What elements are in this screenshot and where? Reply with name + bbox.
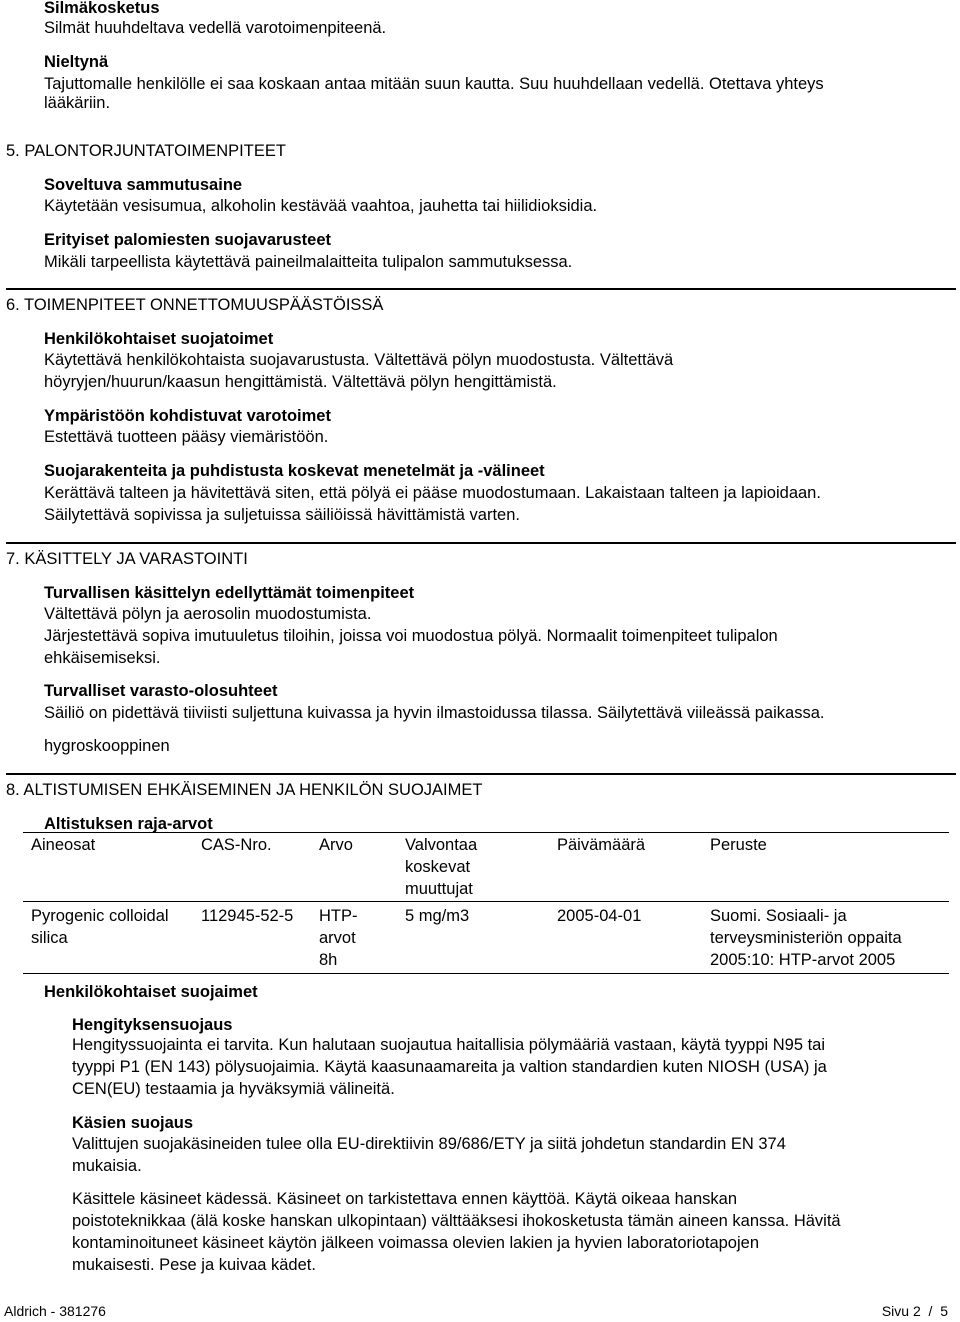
- storage-conditions-heading: Turvalliset varasto-olosuhteet: [44, 682, 278, 700]
- cleanup-methods-line1: Kerättävä talteen ja hävitettävä siten, että pölyä ei pääse muodostumaan. Lakaistaan talteen ja lapioidaan.: [44, 484, 821, 502]
- glove-handling-line3: kontaminoituneet käsineet käytön jälkeen voimassa olevien lakien ja hyvien laboratoriotapojen: [72, 1234, 760, 1252]
- respiratory-protection-line1: Hengityssuojainta ei tarvita. Kun halutaan suojautua haitallisia pölymääriä vastaan, käytä tyyppi N95 tai: [72, 1036, 826, 1054]
- table-cell: HTP-arvot 8h: [311, 902, 397, 974]
- section7-title: 7. KÄSITTELY JA VARASTOINTI: [6, 550, 248, 568]
- eye-contact-text: Silmät huuhdeltava vedellä varotoimenpiteenä.: [44, 19, 387, 37]
- safe-handling-line2: Järjestettävä sopiva imutuuletus tiloihin, joissa voi muodostua pölyä. Normaalit toimenpiteet tulipalon: [44, 627, 778, 645]
- swallowed-heading: Nieltynä: [44, 53, 109, 71]
- extinguishing-media-text: Käytetään vesisumua, alkoholin kestävää vaahtoa, jauhetta tai hiilidioksidia.: [44, 197, 598, 215]
- storage-conditions-line2: hygroskooppinen: [44, 737, 170, 755]
- personal-protective-heading: Henkilökohtaiset suojaimet: [44, 983, 258, 1001]
- extinguishing-media-heading: Soveltuva sammutusaine: [44, 176, 243, 194]
- table-header-row: [23, 833, 949, 902]
- safe-handling-line1: Vältettävä pölyn ja aerosolin muodostumista.: [44, 605, 372, 623]
- table-header-cell: Arvo: [311, 833, 397, 902]
- footer-page-number: Sivu 2 / 5: [881, 1303, 948, 1319]
- section8-rule: [6, 773, 956, 775]
- table-cell: 2005-04-01: [549, 902, 702, 974]
- footer-product-code: Aldrich - 381276: [4, 1303, 106, 1319]
- swallowed-text-line2: lääkäriin.: [44, 94, 111, 112]
- glove-handling-line4: mukaisesti. Pese ja kuivaa kädet.: [72, 1256, 316, 1274]
- safe-handling-line3: ehkäisemiseksi.: [44, 649, 161, 667]
- firefighter-gear-heading: Erityiset palomiesten suojavarusteet: [44, 231, 332, 249]
- glove-handling-line2: poistoteknikkaa (älä koske hanskan ulkopintaan) välttääksesi ihokosketusta tämän aineen kanssa. Hävitä: [72, 1212, 841, 1230]
- cleanup-methods-line2: Säilytettävä sopivissa ja suljetuissa säiliöissä hävittämistä varten.: [44, 506, 520, 524]
- glove-handling-line1: Käsittele käsineet kädessä. Käsineet on tarkistettava ennen käyttöä. Käytä oikeaa hanskan: [72, 1190, 738, 1208]
- respiratory-protection-heading: Hengityksensuojaus: [72, 1016, 233, 1034]
- personal-precautions-line1: Käytettävä henkilökohtaista suojavarustusta. Vältettävä pölyn muodostusta. Vältettävä: [44, 351, 674, 369]
- personal-precautions-line2: höyryjen/huurun/kaasun hengittämistä. Vältettävä pölyn hengittämistä.: [44, 373, 557, 391]
- table-header-cell: Valvontaa koskevat muuttujat: [397, 833, 549, 902]
- table-cell: Suomi. Sosiaali- ja terveysministeriön oppaita 2005:10: HTP-arvot 2005: [702, 902, 949, 974]
- exposure-limits-heading: Altistuksen raja-arvot: [44, 815, 213, 833]
- swallowed-text-line1: Tajuttomalle henkilölle ei saa koskaan antaa mitään suun kautta. Suu huuhdellaan vedellä. Otettava yhteys: [44, 75, 824, 93]
- hand-protection-line2: mukaisia.: [72, 1157, 142, 1175]
- section7-rule: [6, 542, 956, 544]
- table-cell: 112945-52-5: [193, 902, 311, 974]
- table-header-cell: Aineosat: [23, 833, 193, 902]
- personal-precautions-heading: Henkilökohtaiset suojatoimet: [44, 330, 274, 348]
- section5-title: 5. PALONTORJUNTATOIMENPITEET: [6, 142, 286, 160]
- section8-title: 8. ALTISTUMISEN EHKÄISEMINEN JA HENKILÖN SUOJAIMET: [6, 781, 483, 799]
- safe-handling-heading: Turvallisen käsittelyn edellyttämät toimenpiteet: [44, 584, 415, 602]
- table-cell: Pyrogenic colloidal silica: [23, 902, 193, 974]
- environmental-precautions-heading: Ympäristöön kohdistuvat varotoimet: [44, 407, 331, 425]
- firefighter-gear-text: Mikäli tarpeellista käytettävä paineilmalaitteita tulipalon sammutuksessa.: [44, 253, 573, 271]
- respiratory-protection-line2: tyyppi P1 (EN 143) pölysuojaimia. Käytä kaasunaamareita ja valtion standardien kuten NIOSH (USA) ja: [72, 1058, 827, 1076]
- environmental-precautions-text: Estettävä tuotteen pääsy viemäristöön.: [44, 428, 329, 446]
- eye-contact-heading: Silmäkosketus: [44, 0, 160, 17]
- table-header-cell: CAS-Nro.: [193, 833, 311, 902]
- table-cell: 5 mg/m3: [397, 902, 549, 974]
- table-header-cell: Peruste: [702, 833, 949, 902]
- storage-conditions-line1: Säiliö on pidettävä tiiviisti suljettuna kuivassa ja hyvin ilmastoidussa tilassa. Säilytettävä viileässä paikassa.: [44, 704, 825, 722]
- respiratory-protection-line3: CEN(EU) testaamia ja hyväksymiä välineitä.: [72, 1080, 395, 1098]
- section6-title: 6. TOIMENPITEET ONNETTOMUUSPÄÄSTÖISSÄ: [6, 296, 384, 314]
- table-header-cell: Päivämäärä: [549, 833, 702, 902]
- exposure-limits-table: [23, 832, 949, 974]
- cleanup-methods-heading: Suojarakenteita ja puhdistusta koskevat menetelmät ja -välineet: [44, 462, 545, 480]
- table-row: [23, 902, 949, 974]
- hand-protection-heading: Käsien suojaus: [72, 1114, 194, 1132]
- hand-protection-line1: Valittujen suojakäsineiden tulee olla EU-direktiivin 89/686/ETY ja siitä johdetun standardin EN 374: [72, 1135, 786, 1153]
- section6-rule: [6, 288, 956, 290]
